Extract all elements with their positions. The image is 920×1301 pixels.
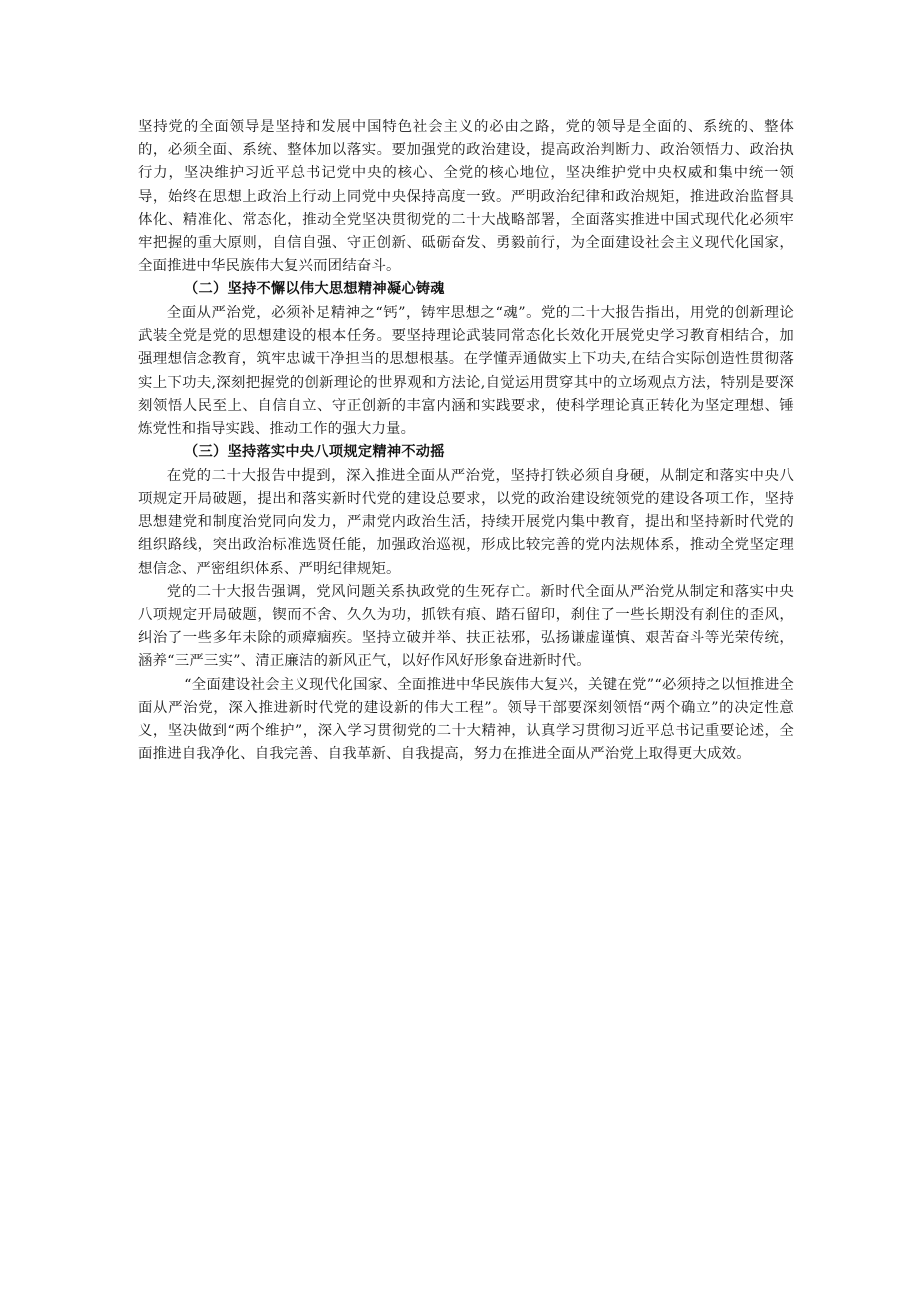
paragraph-eight-point-rules: 在党的二十大报告中提到，深入推进全面从严治党，坚持打铁必须自身硬，从制定和落实中央八项规定开局破题，提出和落实新时代党的建设总要求，以党的政治建设统领党的建设各项工作，坚持思想建党和制度治党同向发力，严肃党内政治生活，持续开展党内集中教育，提出和坚持新时代党的组织路线，突出政治标准选贤任能，加强政治巡视，形成比较完善的党内法规体系，推动全党坚定理想信念、严密组织体系、严明纪律规矩。 [138, 467, 794, 577]
section-heading-3: （三）坚持落实中央八项规定精神不动摇 [184, 444, 445, 461]
document-body [138, 116, 794, 766]
paragraph-party-conduct: 党的二十大报告强调，党风问题关系执政党的生死存亡。新时代全面从严治党从制定和落实中央八项规定开局破题，锲而不舍、久久为功，抓铁有痕、踏石留印，刹住了一些长期没有刹住的歪风，纠治了一些多年未除的顽瘴痼疾。坚持立破并举、扶正祛邪，弘扬谦虚谨慎、艰苦奋斗等光荣传统，涵养“三严三实”、清正廉洁的新风正气，以好作风好形象奋进新时代。 [138, 583, 794, 670]
paragraph-ideological-building: 全面从严治党，必须补足精神之“钙”，铸牢思想之“魂”。党的二十大报告指出，用党的创新理论武装全党是党的思想建设的根本任务。要坚持理论武装同常态化长效化开展党史学习教育相结合，加强理想信念教育，筑牢忠诚干净担当的思想根基。在学懂弄通做实上下功夫,在结合实际创造性贯彻落实上下功夫,深刻把握党的创新理论的世界观和方法论,自觉运用贯穿其中的立场观点方法，特别是要深刻领悟人民至上、自信自立、守正创新的丰富内涵和实践要求，使科学理论真正转化为坚定理想、锤炼党性和指导实践、推动工作的强大力量。 [138, 305, 794, 438]
paragraph-party-leadership: 坚持党的全面领导是坚持和发展中国特色社会主义的必由之路，党的领导是全面的、系统的、整体的，必须全面、系统、整体加以落实。要加强党的政治建设，提高政治判断力、政治领悟力、政治执行力，坚决维护习近平总书记党中央的核心、全党的核心地位，坚决维护党中央权威和集中统一领导，始终在思想上政治上行动上同党中央保持高度一致。严明政治纪律和政治规矩，推进政治监督具体化、精准化、常态化，推动全党坚决贯彻党的二十大战略部署，全面落实推进中国式现代化必须牢牢把握的重大原则，自信自强、守正创新、砥砺奋发、勇毅前行，为全面建设社会主义现代化国家，全面推进中华民族伟大复兴而团结奋斗。 [138, 119, 794, 275]
section-heading-2: （二）坚持不懈以伟大思想精神凝心铸魂 [184, 281, 445, 298]
paragraph-conclusion: “全面建设社会主义现代化国家、全面推进中华民族伟大复兴，关键在党”“必须持之以恒推进全面从严治党，深入推进新时代党的建设新的伟大工程”。领导干部要深刻领悟“两个确立”的决定性意义，坚决做到“两个维护”，深入学习贯彻党的二十大精神，认真学习贯彻习近平总书记重要论述，全面推进自我净化、自我完善、自我革新、自我提高，努力在推进全面从严治党上取得更大成效。 [138, 676, 794, 763]
